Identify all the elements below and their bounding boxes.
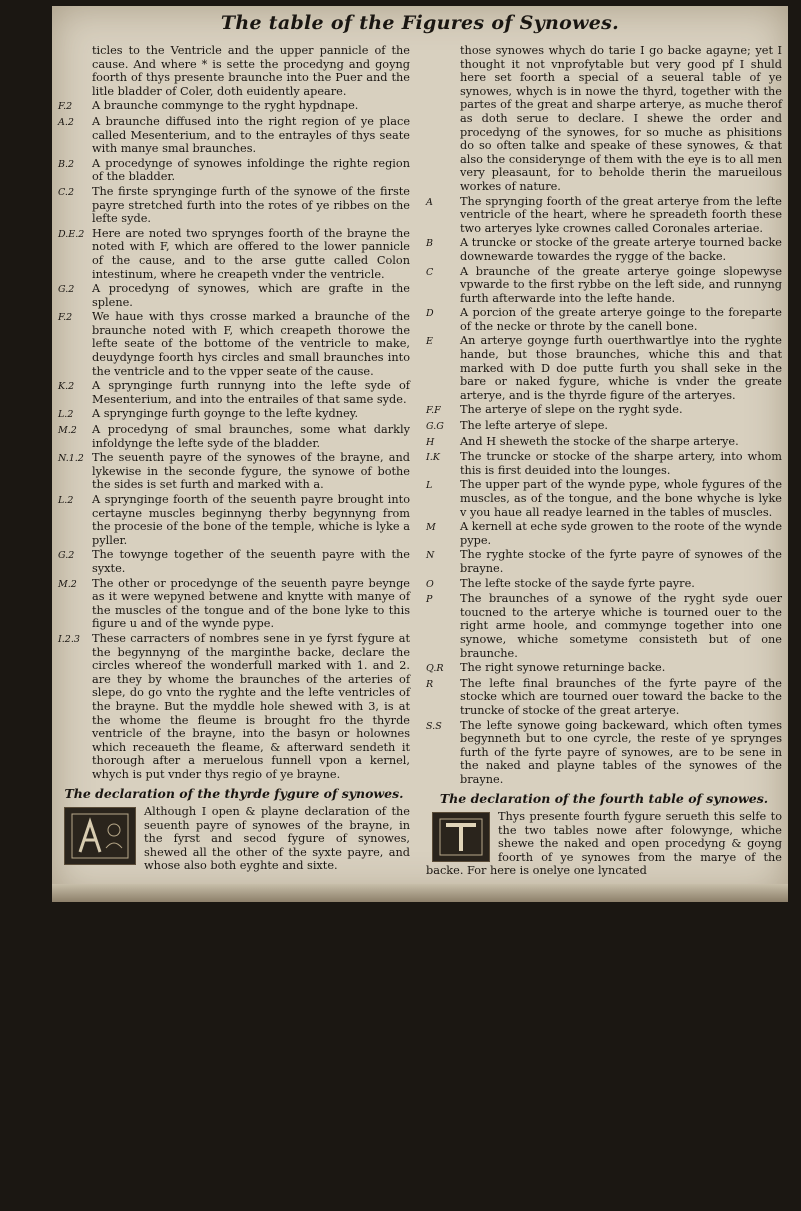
entry-item	[426, 195, 782, 236]
left-final-text: Although I open & playne declaration of the seuenth payre of synowes of the brayne, in the fyrst and secod fygure of synowes, shewed all the other of the syxte payre, and whose also both eyghte and sixte.	[144, 805, 410, 873]
entry-text: A procedyng of synowes, which are grafte in the splene.	[92, 282, 410, 309]
entry-item	[426, 419, 782, 434]
entry-marker: I.K	[426, 452, 440, 464]
entry-item	[58, 227, 410, 281]
entry-text: The ryghte stocke of the fyrte payre of synowes of the brayne.	[460, 548, 782, 575]
right-column	[426, 44, 782, 878]
entry-item	[58, 423, 410, 450]
entry-text: A sprynginge furth runnyng into the lefte syde of Mesenterium, and into the entrailes of that same syde.	[92, 379, 410, 406]
entry-text: A procedynge of synowes infoldinge the righte region of the bladder.	[92, 156, 410, 184]
entry-item	[426, 306, 782, 333]
entry-item	[426, 592, 782, 660]
entry-marker: Q.R	[426, 663, 444, 675]
entry-marker: H	[426, 436, 435, 448]
left-entries	[58, 44, 410, 781]
entry-text: The towynge together of the seuenth payre with the syxte.	[92, 548, 410, 575]
left-final-paragraph	[58, 805, 410, 873]
entry-text: The right synowe returninge backe.	[460, 661, 666, 675]
entry-marker: A.2	[58, 116, 74, 128]
entry-text: A braunche commynge to the ryght hypdnape.	[92, 99, 359, 113]
entry-text: A braunche of the greate arterye goinge slopewyse vpwarde to the first rybbe on the left side, and runnyng furth afterwarde into the lefte hande.	[460, 264, 782, 305]
woodcut-initial-t	[432, 812, 490, 862]
entry-text: The lefte stocke of the sayde fyrte payre.	[460, 576, 695, 590]
entry-item	[58, 577, 410, 631]
entry-text: We haue with thys crosse marked a braunche of the braunche noted with F, which creapeth thorowe the lefte seate of the bottome of the ventricle to make, deuydynge foorth hys circles and small braunches into the ventricle and to the vpper seate of the cause.	[92, 310, 410, 378]
entry-marker: L.2	[58, 409, 74, 421]
entry-marker: N.1.2	[58, 453, 84, 465]
entry-item	[58, 548, 410, 575]
entry-item	[58, 310, 410, 378]
entry-marker: F.2	[58, 101, 73, 113]
entry-text: The upper part of the wynde pype, whole fygures of the muscles, as of the tongue, and the bone whyche is lyke v you haue all readye learned in the tables of muscles.	[460, 478, 782, 519]
entry-item	[426, 719, 782, 787]
entry-marker: C	[426, 266, 434, 278]
entry-text: The lefte synowe going backeward, which often tymes begynneth but to one cyrcle, the reste of ye sprynges furth of the fyrte payre of synowes, are to be sene in the naked and playne tables of the synowes of the brayne.	[460, 718, 782, 786]
entry-item	[426, 44, 782, 194]
entry-text: The lefte final braunches of the fyrte payre of the stocke which are tourned ouer toward the backe to the truncke of stocke of the great arterye.	[460, 676, 782, 717]
right-final-text: Thys presente fourth fygure serueth this selfe to the two tables nowe after folowynge, whiche shewe the naked and open procedyng & goyng foorth of ye synowes from the marye of the backe. For here is onelye one lyncated	[426, 810, 782, 878]
entry-marker: I.2.3	[58, 633, 80, 645]
entry-text: A truncke or stocke of the greate arterye tourned backe downewarde towardes the rygge of the backe.	[460, 236, 782, 263]
entry-marker: G.2	[58, 284, 75, 296]
entry-text: A sprynginge furth goynge to the lefte kydney.	[92, 407, 359, 421]
entry-text: Here are noted two sprynges foorth of the brayne the noted with F, which are offered to the lower pannicle of the cause, and to the arse gutte called Colon intestinum, where he creapeth vnder the ventricle.	[92, 226, 410, 281]
entry-marker: M.2	[58, 425, 77, 437]
entry-item	[426, 520, 782, 547]
entry-item	[58, 99, 410, 114]
entry-marker: A	[426, 196, 433, 208]
entry-text: The other or procedynge of the seuenth payre beynge as it were wepyned betwene and knytte with manye of the muscles of the tongue and of the bone lyke to this figure u and of the wynde pype.	[92, 576, 410, 631]
entry-item	[58, 379, 410, 406]
entry-text: The seuenth payre of the synowes of the brayne, and lykewise in the seconde fygure, the synowe of bothe the sides is set furth and marked with a.	[92, 451, 410, 492]
page-fold-edge	[52, 884, 788, 902]
entry-marker: F.2	[58, 312, 73, 324]
entry-item	[426, 334, 782, 402]
entry-text: ticles to the Ventricle and the upper pannicle of the cause. And where * is sette the procedyng and goyng foorth of thys presente braunche into the Puer and the litle bladder of Coler, doth euidently apeare.	[92, 44, 410, 98]
entry-item	[426, 450, 782, 477]
ornament-icon	[70, 812, 130, 860]
entry-item	[426, 403, 782, 418]
entry-item	[58, 282, 410, 309]
entry-marker: M.2	[58, 578, 77, 590]
entry-item	[58, 115, 410, 156]
letter-t-ornament-icon	[438, 817, 484, 857]
entry-text: A kernell at eche syde growen to the roote of the wynde pype.	[460, 520, 782, 547]
left-column	[58, 44, 410, 873]
entry-item	[58, 632, 410, 782]
entry-item	[426, 577, 782, 592]
entry-text: The firste sprynginge furth of the synowe of the firste payre stretched furth into the rotes of ye ribbes on the lefte syde.	[92, 184, 410, 226]
right-section-heading: The declaration of the fourth table of synowes.	[439, 791, 769, 807]
entry-text: A sprynginge foorth of the seuenth payre brought into certayne muscles beginnyng therby begynnyng from the procesie of the bone of the temple, whiche is lyke a pyller.	[92, 493, 410, 547]
entry-text: These carracters of nombres sene in ye fyrst fygure at the begynnyng of the marginthe backe, declare the circles whereof the wonderfull marked with 1. and 2. are they by whome the braunches of the arteries of slepe, do go vnto the ryghte and the lefte ventricles of the brayne. But the myddle hole shewed with 3, is at the whome the fleume is brought fro the thyrde ventricle of the brayne, into the basyn or holownes which receaueth the fleame, & afterward sendeth it thorough after a meruelous funnell vpon a kernel, whych is put vnder thys regio of ye brayne.	[92, 631, 410, 781]
entry-marker: F.F	[426, 405, 441, 417]
entry-marker: P	[426, 594, 433, 606]
entry-marker: D	[426, 308, 434, 320]
entry-marker: G.G	[426, 421, 444, 433]
entry-text: An arterye goynge furth ouerthwartlye into the ryghte hande, but those braunches, whiche this and that marked with D doe putte furth you shall seke in the bare or naked fygure, whiche is vnder the greate arterye, and is the thyrde figure of the arteryes.	[460, 334, 782, 402]
entry-marker: C.2	[58, 186, 74, 198]
entry-item	[58, 44, 410, 98]
entry-text: A braunche diffused into the right region of ye place called Mesenterium, and to the entrayles of thys seate with manye smal braunches.	[92, 114, 410, 156]
entry-item	[58, 493, 410, 547]
entry-text: those synowes whych do tarie I go backe agayne; yet I thought it not vnprofytable but very good pf I shuld here set foorth a special of a seueral table of ye synowes, whych is in nowe the thyrd, together with the partes of the great and sharpe arterye, as muche therof as doth serue to declare. I shewe the order and procedyng of the synowes, for so muche as phisitions do so often talke and speake of these synowes, & that also the considerynge of them with the eye is to all men very pleasaunt, for to beholde therin the marueilous workes of nature.	[460, 44, 782, 193]
entry-marker: G.2	[58, 550, 75, 562]
book-page	[52, 6, 788, 896]
entry-marker: N	[426, 550, 435, 562]
entry-marker: M	[426, 522, 436, 534]
entry-marker: E	[426, 336, 433, 348]
entry-marker: L	[426, 480, 433, 492]
entry-text: And H sheweth the stocke of the sharpe arterye.	[460, 434, 739, 448]
entry-text: A procedyng of smal braunches, some what darkly infoldynge the lefte syde of the bladder.	[92, 423, 410, 450]
entry-marker: R	[426, 678, 434, 690]
entry-marker	[426, 44, 460, 194]
entry-item	[426, 548, 782, 575]
entry-marker: K.2	[58, 381, 75, 393]
entry-item	[58, 451, 410, 492]
entry-text: The truncke or stocke of the sharpe artery, into whom this is first deuided into the lounges.	[460, 450, 782, 477]
entry-item	[426, 677, 782, 718]
entry-text: The sprynging foorth of the great arterye from the lefte ventricle of the heart, where he spreadeth foorth these two arteryes lyke crownes called Coronales arteriae.	[460, 194, 782, 235]
entry-marker: D.E.2	[58, 228, 85, 240]
entry-item	[58, 185, 410, 226]
right-entries	[426, 44, 782, 786]
entry-text: A porcion of the greate arterye goinge to the foreparte of the necke or throte by the canell bone.	[460, 306, 782, 333]
entry-item	[426, 265, 782, 306]
entry-marker: B	[426, 238, 433, 250]
entry-marker	[58, 44, 92, 98]
page-title: The table of the Figures of Synowes.	[220, 12, 620, 34]
entry-text: The arterye of slepe on the ryght syde.	[460, 403, 683, 417]
entry-marker: L.2	[58, 495, 74, 506]
entry-marker: S.S	[426, 720, 442, 732]
entry-item	[426, 435, 782, 450]
entry-text: The braunches of a synowe of the ryght syde ouer toucned to the arterye whiche is tourned ouer to the right arme hoole, and commynge together into one synowe, whiche sometyme consisteth but of one braunche.	[460, 592, 782, 660]
entry-item	[426, 236, 782, 263]
entry-text: The lefte arterye of slepe.	[460, 419, 608, 433]
left-section-heading: The declaration of the thyrde fygure of synowes.	[64, 786, 404, 802]
entry-marker: O	[426, 578, 434, 590]
entry-marker: B.2	[58, 158, 75, 170]
entry-item	[58, 407, 410, 422]
entry-item	[426, 661, 782, 676]
entry-item	[426, 478, 782, 519]
right-final-paragraph	[426, 810, 782, 878]
entry-item	[58, 157, 410, 184]
woodcut-initial-illustration	[64, 807, 136, 865]
